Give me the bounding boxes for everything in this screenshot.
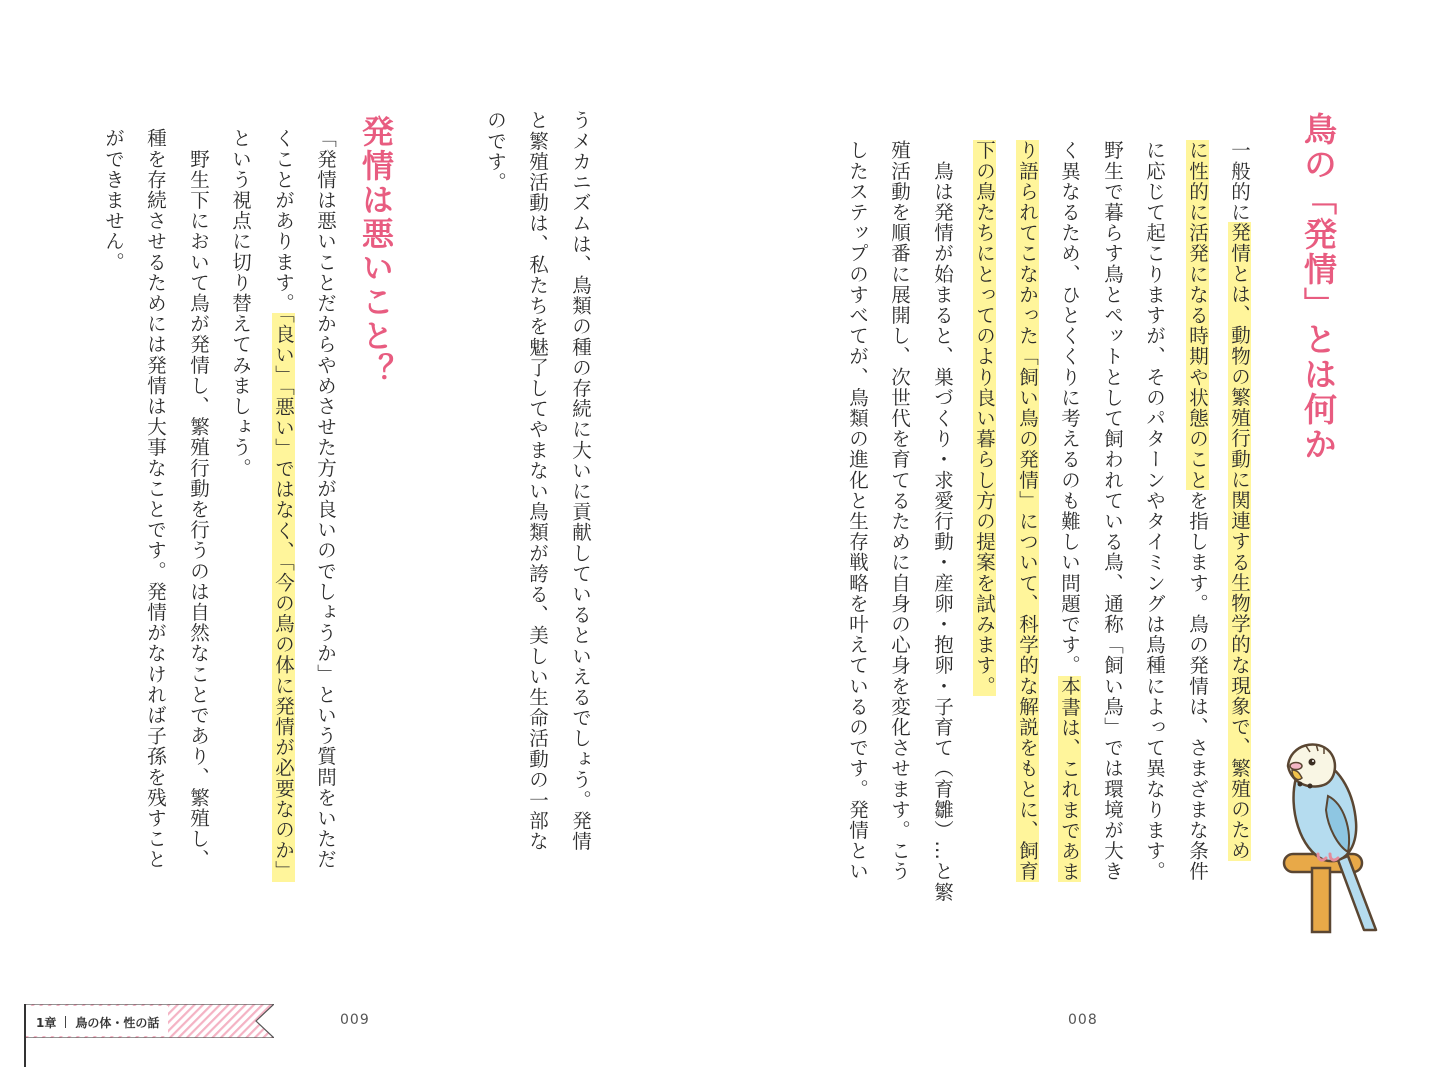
body-text: 鳥は発情が始まると、巣づくり・求愛行動・産卵・抱卵・子育て（育雛）…と繁 <box>931 140 954 903</box>
body-text: のです。 <box>484 110 507 193</box>
right-page-line <box>1048 140 1090 882</box>
right-page-line <box>1006 140 1048 882</box>
budgie-on-perch-icon <box>1278 738 1384 934</box>
chapter-separator <box>65 1016 66 1028</box>
left-page-line <box>304 128 346 870</box>
body-text: く異なるため、ひとくくりに考えるのも難しい問題です。 <box>1058 140 1081 676</box>
body-text: 野生で暮らす鳥とペットとして飼われている鳥、通称「飼い鳥」では環境が大き <box>1101 140 1124 882</box>
left-page-cont-line <box>516 110 558 852</box>
body-text: を指します。鳥の発情は、さまざまな条件 <box>1186 490 1209 882</box>
body-text: 一般的に <box>1228 140 1251 223</box>
chapter-label <box>36 1014 159 1031</box>
body-text: 野生下において鳥が発情し、繁殖行動を行うのは自然なことであり、繁殖し、 <box>187 128 210 870</box>
body-text: くことがあります。 <box>272 128 295 314</box>
highlighted-text: 「良い」「悪い」ではなく、「今の鳥の体に発情が必要なのか」 <box>272 313 295 882</box>
page-number-left: 009 <box>340 1012 370 1028</box>
highlighted-text: り語られてこなかった「飼い鳥の発情」について、科学的な解説をもとに、飼育 <box>1016 140 1039 882</box>
body-text: に応じて起こりますが、そのパターンやタイミングは鳥種によって異なります。 <box>1143 140 1166 882</box>
left-page-line <box>262 128 304 882</box>
body-text: と繁殖活動は、私たちを魅了してやまない鳥類が誇る、美しい生命活動の一部な <box>526 110 549 852</box>
left-page-cont-line <box>474 110 516 192</box>
body-text: という視点に切り替えてみましょう。 <box>229 128 252 479</box>
right-page-line <box>1091 140 1133 882</box>
right-page-line <box>963 140 1005 696</box>
body-text: うメカニズムは、鳥類の種の存続に大いに貢献しているといえるでしょう。発情 <box>569 110 592 852</box>
body-text: 殖活動を順番に展開し、次世代を育てるために自身の心身を変化させます。こう <box>888 140 911 882</box>
highlighted-text: に性的に活発になる時期や状態のこと <box>1186 140 1209 491</box>
left-page-line <box>92 128 134 272</box>
left-page-line <box>219 128 261 478</box>
left-page-line <box>177 128 219 870</box>
body-text: ができません。 <box>102 128 125 273</box>
right-page-line <box>1218 140 1260 861</box>
page-edge-line <box>24 1004 26 1067</box>
left-page-line <box>134 128 176 870</box>
chapter-number: 1章 <box>36 1016 57 1030</box>
highlighted-text: 下の鳥たちにとってのより良い暮らし方の提案を試みます。 <box>973 140 996 697</box>
body-text: 種を存続させるためには発情は大事なことです。発情がなければ子孫を残すこと <box>144 128 167 870</box>
highlighted-text: 本書は、これまであま <box>1058 675 1081 882</box>
highlighted-text: 発情とは、動物の繁殖行動に関連する生物学的な現象で、繁殖のため <box>1228 222 1251 862</box>
section-heading-what-is-estrus: 鳥の「発情」とは何か <box>1299 112 1338 462</box>
left-page-cont-line <box>559 110 601 852</box>
right-page-line <box>921 140 963 902</box>
body-text: したステップのすべてが、鳥類の進化と生存戦略を叶えているのです。発情とい <box>846 140 869 882</box>
right-page-line <box>1176 140 1218 882</box>
right-page-line <box>878 140 920 882</box>
right-page-line <box>836 140 878 882</box>
body-text: 「発情は悪いことだからやめさせた方が良いのでしょうか」という質問をいただ <box>314 128 337 870</box>
right-page-line <box>1133 140 1175 882</box>
page-number-right: 008 <box>1068 1012 1098 1028</box>
chapter-title: 鳥の体・性の話 <box>75 1016 160 1030</box>
section-heading-is-estrus-bad: 発情は悪いこと？ <box>357 115 395 387</box>
